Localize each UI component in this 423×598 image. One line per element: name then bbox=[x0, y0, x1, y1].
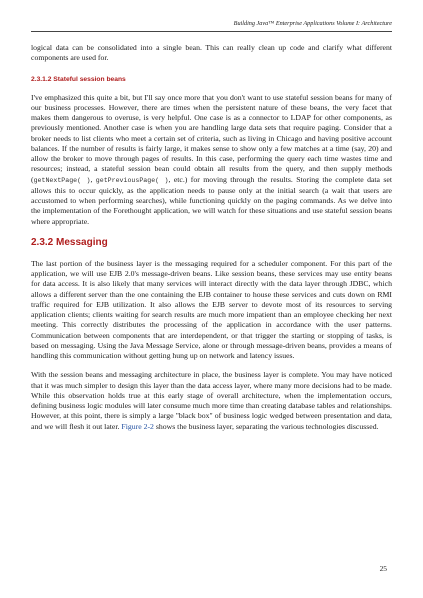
messaging-paragraph-2 bbox=[31, 370, 392, 432]
messaging-paragraph-2-start: With the session beans and messaging architecture in place, the business layer is complete. You may have noticed that it was much simpler to design this layer than the data access layer, where many more decisions had to be made. While this observation holds true at this early stage of overall architecture, when the implementation occurs, defining business logic modules will later consume much more time than creating database tables and relationships. However, at this point, there is simply a large "black box" of business logic wedged between presentation and data, and we will flesh it out later. bbox=[31, 370, 392, 431]
stateful-text-end: , etc.) for moving through the results. Storing the complete data set allows this to occur quickly, as the application needs to pause only at the initial search (a wait that users are accustomed to when performing searches), while functioning quickly on the paging commands. As we delve into the implementation of the Forethought application, we will watch for these situations and use stateful session beans where appropriate. bbox=[31, 174, 392, 226]
intro-paragraph: logical data can be consolidated into a single bean. This can really clean up code and clarify what different components are used for. bbox=[31, 43, 392, 63]
stateful-text-separator: , bbox=[90, 174, 96, 184]
messaging-paragraph-1: The last portion of the business layer is the messaging required for a scheduler component. For this part of the application, we will use EJB 2.0's message-driven beans. Like session beans, these services may use entity beans for data access. It is also likely that many services will interact directly with the data layer through JDBC, which allows a different server than the one containing the EJB container to house these services and cuts down on RMI traffic required for EJB utilization. It also allows the EJB server to devote most of its resources to serving application clients; clients waiting for search results are much more impatient than an employee checking her next meeting. This correctly distributes the processing of the application in accordance with the user patterns. Communication between components that are interdependent, or that trigger the starting or stopping of tasks, is based on messaging. Using the Java Message Service, alone or through message-driven beans, provides a means of handling this communication without getting hung up on network and latency issues. bbox=[31, 258, 392, 360]
page-number: 25 bbox=[379, 564, 387, 573]
messaging-paragraph-2-end: shows the business layer, separating the various technologies discussed. bbox=[153, 421, 379, 431]
page-body bbox=[31, 43, 392, 432]
code-get-next-page: getNextPage( ) bbox=[33, 176, 91, 184]
header-rule bbox=[31, 31, 392, 32]
subsection-heading-stateful-session-beans: 2.3.1.2 Stateful session beans bbox=[31, 75, 126, 83]
figure-2-2-link[interactable]: Figure 2-2 bbox=[121, 421, 154, 431]
stateful-paragraph bbox=[31, 93, 392, 227]
stateful-text-start: I've emphasized this quite a bit, but I'll say once more that you don't want to use stateful session beans for many of our business processes. However, there are times when the persistent nature of these beans, the very facet that makes them dangerous to overuse, is very helpful. One case is as a connector to LDAP for other components, as previously mentioned. Another case is when you are handling large data sets that require paging. Consider that a broker needs to list clients who meet a certain set of criteria, such as living in Chicago and having positive account balances. If the number of results is fairly large, it makes sense to show only a few matches at a time (say, 20) and allow the broker to move through pages of results. In this case, performing the query each time wastes time and resources; instead, a stateful session bean could obtain all results from the query, and then supply methods ( bbox=[31, 92, 392, 184]
running-header: Building Java™ Enterprise Applications Volume I: Architecture bbox=[233, 20, 392, 27]
code-get-previous-page: getPreviousPage( ) bbox=[95, 176, 169, 184]
section-heading-messaging: 2.3.2 Messaging bbox=[31, 236, 108, 248]
